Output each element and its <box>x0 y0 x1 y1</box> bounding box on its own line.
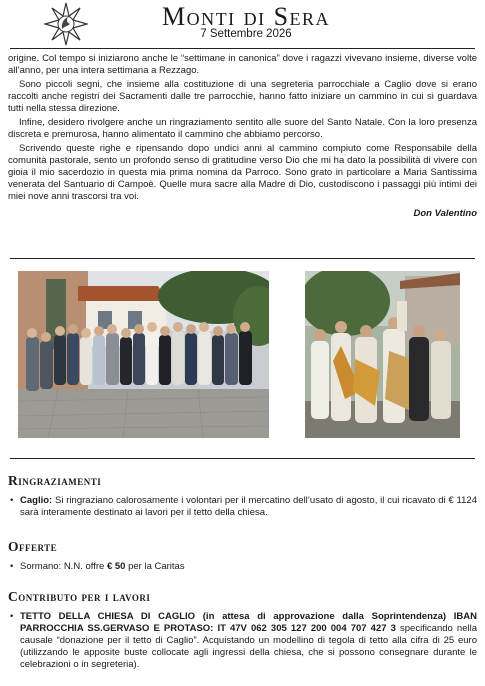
photo-divider-top <box>10 258 475 259</box>
list-item <box>8 495 477 519</box>
article-paragraph: origine. Col tempo si iniziarono anche le “settimane in canonica” dove i ragazzi vivevano insieme, diverse volte all’anno, per una intera settimana a Rezzago. <box>8 53 477 76</box>
item-label: Caglio: <box>20 495 53 506</box>
signature: Don Valentino <box>413 208 477 219</box>
masthead <box>0 0 485 48</box>
iban-text: TETTO DELLA CHIESA DI CAGLIO (in attesa di approvazione dalla Soprintendenza) IBAN PARROCCHIA SS.GERVASO E PROTASO: IT 47V 062 305 127 200 004 707 427 3 <box>20 611 477 634</box>
issue-date: 7 Settembre 2026 <box>200 28 292 40</box>
newsletter-title: Monti di Sera <box>161 2 331 31</box>
group-photo <box>18 271 269 438</box>
offer-amount: € 50 <box>106 561 126 572</box>
item-text: Si ringraziano calorosamente i volontari per il mercatino dell’usato di agosto, il cui ricavato di € 1124 sarà interamente destinato ai lavori per il tetto della chiesa. <box>20 495 477 518</box>
list-item <box>8 611 477 671</box>
procession-photo <box>305 271 460 438</box>
article-paragraph: Sono piccoli segni, che insieme alla costituzione di una segreteria parrocchiale a Caglio dove si erano raccolti anche registri dei Sacramenti dalle tre parrocchie, hanno fatto iniziare un cammino in cui si guardava tutti nella stessa direzione. <box>8 79 477 114</box>
header-divider <box>10 48 475 49</box>
bullet: • <box>10 495 14 506</box>
bullet: • <box>10 611 14 622</box>
article-paragraph: Infine, desidero rivolgere anche un ringraziamento sentito alle suore del Santo Natale. Con la loro presenza discreta e premurosa, hanno alimentato il cammino che abbiamo percorso. <box>8 117 477 140</box>
ringraziamenti-section <box>8 473 477 519</box>
offerte-heading: Offerte <box>8 539 58 554</box>
photo-divider-bottom <box>10 458 475 459</box>
item-text: specificando nella causale “donazione per il tetto di Caglio”. Acquistando un modellino di tegola di tetto alla cifra di 25 euro (utilizzando le apposite buste collocate agli ingressi della chiesa, che si possono consegnare durante le celebrazioni o in segreteria). <box>20 623 477 670</box>
contributo-heading: Contributo per i lavori <box>8 589 151 604</box>
bullet: • <box>10 561 14 572</box>
list-item <box>8 561 477 573</box>
article-body <box>8 53 477 220</box>
item-text: per la Caritas <box>125 561 185 572</box>
article-paragraph: Scrivendo queste righe e ripensando dopo undici anni al cammino compiuto come Responsabile della comunità pastorale, sento un profondo senso di gratitudine verso Dio che mi ha dato la possibilità di vivere con gioia il mio sacerdozio in questa mia prima nomina da Parroco. Sono grato in particolare a Maria Santissima venerata del Santuario di Campoè. Quelle mura sacre alla Madre di Dio, custodiscono i passaggi più intimi dei miei nove anni trascorsi tra voi. <box>8 143 477 202</box>
star-compass-logo-icon <box>44 2 88 46</box>
offerte-section <box>8 539 477 573</box>
ringraziamenti-heading: Ringraziamenti <box>8 473 102 488</box>
contributo-section <box>8 589 477 671</box>
item-text: Sormano: N.N. offre <box>20 561 107 572</box>
